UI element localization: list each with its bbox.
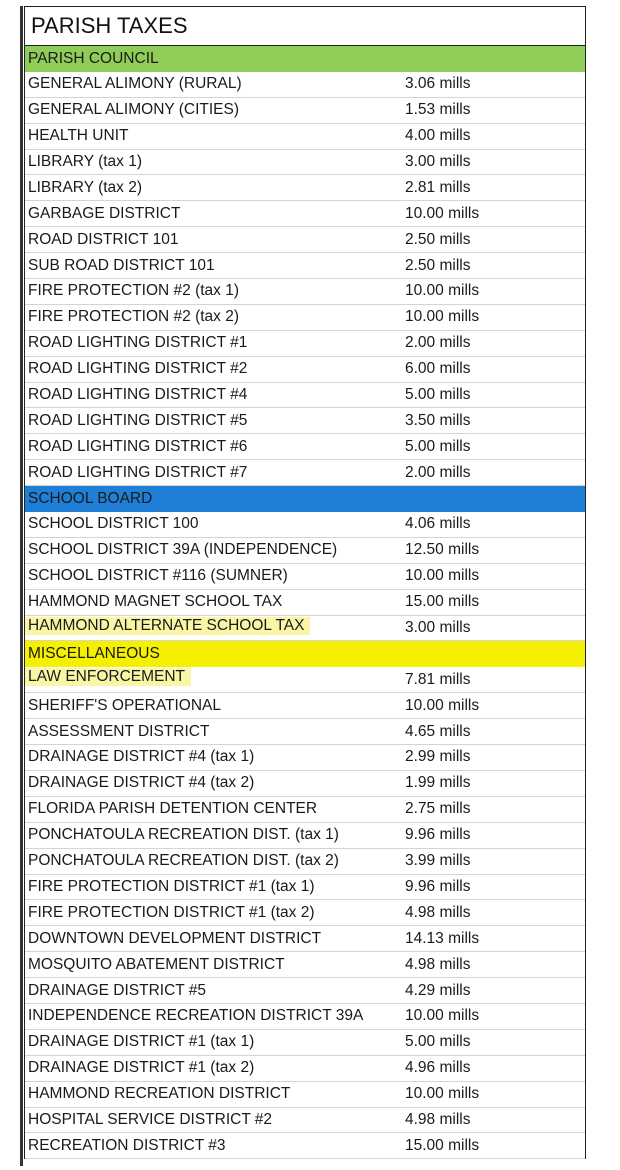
tax-rate: 5.00 mills	[405, 1033, 471, 1051]
tax-name-cell	[25, 1111, 395, 1129]
tax-rate: 4.96 mills	[405, 1059, 471, 1077]
table-row	[25, 719, 585, 745]
tax-name-cell	[25, 231, 395, 249]
tax-rate: 10.00 mills	[405, 1007, 480, 1025]
table-row	[25, 875, 585, 901]
table-row	[25, 72, 585, 98]
tax-name: LIBRARY (tax 1)	[28, 153, 143, 170]
tax-name: GENERAL ALIMONY (CITIES)	[28, 101, 240, 119]
tax-name: MOSQUITO ABATEMENT DISTRICT	[28, 955, 285, 973]
tax-name-cell	[25, 412, 395, 430]
tax-rate: 1.53 mills	[405, 101, 471, 119]
table-row	[25, 849, 585, 875]
tax-rate: 2.81 mills	[405, 178, 471, 196]
table-row	[25, 667, 585, 693]
tax-name: HEALTH UNIT	[28, 127, 129, 145]
tax-name: SCHOOL DISTRICT #116 (SUMNER)	[28, 567, 288, 585]
table-left-border	[20, 6, 23, 1166]
table-row	[25, 564, 585, 590]
table-row	[25, 590, 585, 616]
tax-name-cell	[25, 826, 395, 844]
table-row	[25, 1056, 585, 1082]
table-row	[25, 900, 585, 926]
tax-name-cell	[25, 774, 395, 792]
tax-name-cell	[25, 956, 395, 974]
tax-name: HOSPITAL SERVICE DISTRICT #2	[28, 1110, 273, 1128]
tax-name: DRAINAGE DISTRICT #4 (tax 1)	[28, 748, 255, 766]
table-row	[25, 1082, 585, 1108]
tax-name: ASSESSMENT DISTRICT	[28, 722, 210, 740]
tax-rate: 4.29 mills	[405, 981, 471, 999]
tax-name-cell	[25, 360, 395, 378]
tax-rate: 2.99 mills	[405, 748, 471, 766]
tax-table	[24, 6, 586, 1159]
tax-rate: 2.50 mills	[405, 256, 471, 274]
tax-rate: 12.50 mills	[405, 541, 480, 559]
table-body	[25, 46, 585, 1159]
table-row	[25, 175, 585, 201]
tax-name: ROAD LIGHTING DISTRICT #1	[28, 334, 248, 352]
tax-name: PONCHATOULA RECREATION DIST. (tax 2)	[28, 852, 339, 870]
table-row	[25, 383, 585, 409]
page-title: PARISH TAXES	[25, 7, 585, 46]
tax-rate: 4.98 mills	[405, 1110, 471, 1128]
table-row	[25, 926, 585, 952]
tax-rate: 7.81 mills	[405, 670, 471, 688]
tax-name: GENERAL ALIMONY (RURAL)	[28, 75, 242, 93]
tax-rate: 2.75 mills	[405, 800, 471, 818]
table-row	[25, 823, 585, 849]
tax-name: RECREATION DISTRICT #3	[28, 1136, 226, 1154]
table-row	[25, 797, 585, 823]
tax-name-cell	[25, 800, 395, 818]
tax-name: SCHOOL DISTRICT 100	[28, 515, 199, 533]
section-header: PARISH COUNCIL	[25, 46, 585, 72]
table-row	[25, 952, 585, 978]
tax-name: FIRE PROTECTION #2 (tax 1)	[28, 282, 240, 300]
tax-name: SCHOOL DISTRICT 39A (INDEPENDENCE)	[28, 541, 338, 559]
table-row	[25, 1133, 585, 1159]
tax-name-cell	[25, 541, 395, 559]
tax-rate: 10.00 mills	[405, 204, 480, 222]
tax-name: DRAINAGE DISTRICT #5	[28, 981, 207, 999]
tax-name-cell	[25, 878, 395, 896]
tax-name: HAMMOND ALTERNATE SCHOOL TAX	[25, 617, 310, 635]
table-row	[25, 978, 585, 1004]
tax-rate: 2.00 mills	[405, 463, 471, 481]
tax-name: FLORIDA PARISH DETENTION CENTER	[28, 800, 318, 818]
tax-rate: 5.00 mills	[405, 386, 471, 404]
tax-name-cell	[25, 930, 395, 948]
tax-name: ROAD LIGHTING DISTRICT #7	[28, 463, 248, 481]
tax-rate: 10.00 mills	[405, 567, 480, 585]
tax-rate: 4.98 mills	[405, 955, 471, 973]
tax-rate: 10.00 mills	[405, 282, 480, 300]
tax-name: FIRE PROTECTION DISTRICT #1 (tax 2)	[28, 903, 315, 921]
tax-rate: 10.00 mills	[405, 308, 480, 326]
tax-name-cell	[25, 386, 395, 404]
tax-rate: 10.00 mills	[405, 1085, 480, 1103]
tax-rate: 4.00 mills	[405, 127, 471, 145]
tax-name-cell	[25, 593, 395, 611]
tax-name-cell	[25, 1085, 395, 1103]
tax-name: ROAD LIGHTING DISTRICT #4	[28, 386, 248, 404]
table-row	[25, 124, 585, 150]
tax-name: FIRE PROTECTION #2 (tax 2)	[28, 308, 240, 326]
tax-name: SHERIFF'S OPERATIONAL	[28, 696, 222, 714]
tax-name: INDEPENDENCE RECREATION DISTRICT 39A	[28, 1007, 364, 1025]
section-header: MISCELLANEOUS	[25, 641, 585, 667]
table-row	[25, 616, 585, 642]
tax-rate: 15.00 mills	[405, 1136, 480, 1154]
table-row	[25, 771, 585, 797]
table-row	[25, 227, 585, 253]
tax-rate: 10.00 mills	[405, 696, 480, 714]
tax-name-cell	[25, 282, 395, 300]
tax-rate: 3.99 mills	[405, 852, 471, 870]
tax-name: HAMMOND MAGNET SCHOOL TAX	[28, 593, 283, 611]
tax-name-cell	[25, 982, 395, 1000]
table-row	[25, 434, 585, 460]
tax-rate: 14.13 mills	[405, 929, 480, 947]
tax-name-cell	[25, 748, 395, 766]
tax-name: SUB ROAD DISTRICT 101	[28, 256, 215, 274]
tax-name-cell	[25, 668, 395, 691]
table-row	[25, 745, 585, 771]
tax-name-cell	[25, 205, 395, 223]
tax-name-cell	[25, 697, 395, 715]
tax-name-cell	[25, 1059, 395, 1077]
tax-name: DRAINAGE DISTRICT #4 (tax 2)	[28, 774, 255, 792]
table-row	[25, 512, 585, 538]
tax-name-cell	[25, 723, 395, 741]
tax-rate: 4.65 mills	[405, 722, 471, 740]
tax-name: GARBAGE DISTRICT	[28, 204, 181, 222]
table-row	[25, 98, 585, 124]
table-row	[25, 1108, 585, 1134]
section-header: SCHOOL BOARD	[25, 486, 585, 512]
tax-name: ROAD LIGHTING DISTRICT #6	[28, 437, 248, 455]
tax-name-cell	[25, 567, 395, 585]
tax-name-cell	[25, 617, 395, 640]
table-row	[25, 1004, 585, 1030]
table-row	[25, 357, 585, 383]
tax-rate: 9.96 mills	[405, 826, 471, 844]
tax-name-cell	[25, 1033, 395, 1051]
tax-name: FIRE PROTECTION DISTRICT #1 (tax 1)	[28, 877, 315, 895]
tax-name-cell	[25, 515, 395, 533]
tax-rate: 6.00 mills	[405, 360, 471, 378]
tax-name-cell	[25, 438, 395, 456]
tax-name: DOWNTOWN DEVELOPMENT DISTRICT	[28, 929, 322, 947]
tax-name: HAMMOND RECREATION DISTRICT	[28, 1085, 291, 1103]
table-row	[25, 201, 585, 227]
tax-rate: 3.06 mills	[405, 75, 471, 93]
tax-rate: 2.00 mills	[405, 334, 471, 352]
tax-name-cell	[25, 75, 395, 93]
table-row	[25, 408, 585, 434]
tax-name-cell	[25, 852, 395, 870]
tax-name-cell	[25, 153, 395, 171]
tax-name-cell	[25, 308, 395, 326]
table-row	[25, 331, 585, 357]
tax-name: DRAINAGE DISTRICT #1 (tax 1)	[28, 1033, 255, 1051]
table-row	[25, 538, 585, 564]
tax-rate: 3.50 mills	[405, 411, 471, 429]
tax-name-cell	[25, 1137, 395, 1155]
tax-rate: 5.00 mills	[405, 437, 471, 455]
tax-rate: 4.98 mills	[405, 903, 471, 921]
tax-rate: 9.96 mills	[405, 877, 471, 895]
tax-rate: 3.00 mills	[405, 153, 471, 170]
tax-rate: 2.50 mills	[405, 230, 471, 248]
tax-name-cell	[25, 179, 395, 197]
tax-name-cell	[25, 257, 395, 275]
table-row	[25, 460, 585, 486]
tax-name: PONCHATOULA RECREATION DIST. (tax 1)	[28, 826, 339, 844]
tax-name: ROAD LIGHTING DISTRICT #5	[28, 411, 248, 429]
table-row	[25, 150, 585, 176]
tax-name-cell	[25, 1007, 395, 1025]
table-row	[25, 1030, 585, 1056]
table-row	[25, 253, 585, 279]
tax-name: ROAD LIGHTING DISTRICT #2	[28, 360, 248, 378]
tax-name: LIBRARY (tax 2)	[28, 178, 143, 196]
tax-rate: 4.06 mills	[405, 515, 471, 533]
tax-name-cell	[25, 334, 395, 352]
table-row	[25, 305, 585, 331]
tax-name-cell	[25, 127, 395, 145]
tax-rate: 1.99 mills	[405, 774, 471, 792]
tax-rate: 15.00 mills	[405, 593, 480, 611]
tax-name-cell	[25, 464, 395, 482]
tax-name-cell	[25, 904, 395, 922]
tax-name-cell	[25, 101, 395, 119]
tax-name: LAW ENFORCEMENT	[25, 668, 191, 686]
tax-rate: 3.00 mills	[405, 619, 471, 637]
table-row	[25, 693, 585, 719]
tax-name: ROAD DISTRICT 101	[28, 230, 179, 248]
tax-name: DRAINAGE DISTRICT #1 (tax 2)	[28, 1059, 255, 1077]
table-row	[25, 279, 585, 305]
